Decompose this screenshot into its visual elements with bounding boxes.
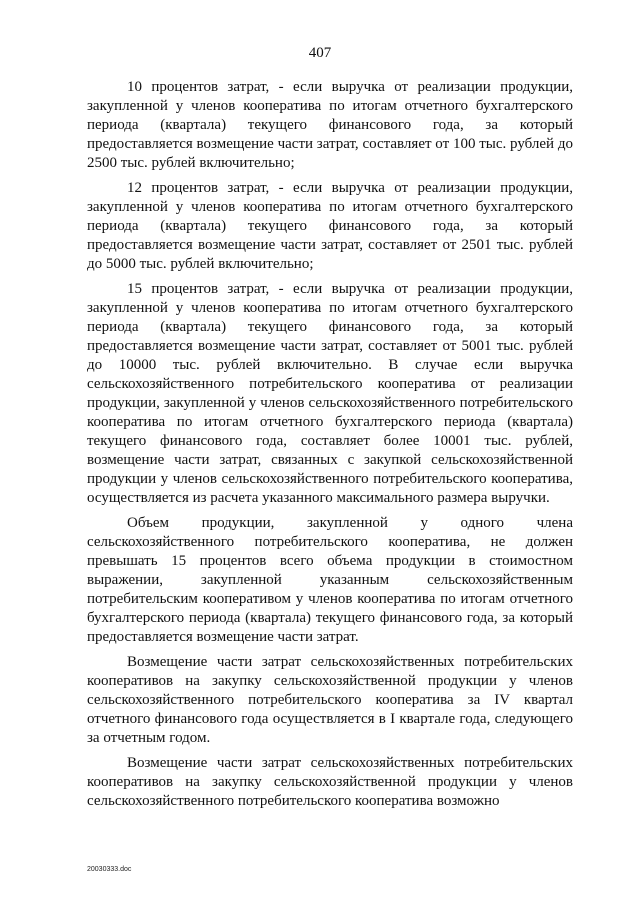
paragraph-fourth-quarter: Возмещение части затрат сельскохозяйственных потребительских кооперативов на закупку сельскохозяйственной продукции у членов сельскохозяйственного потребительского кооператива за IV квартал отчетного финансового года осуществляется в I квартале года, следующего за отчетным годом. bbox=[87, 654, 573, 746]
paragraph-10-percent: 10 процентов затрат, - если выручка от реализации продукции, закупленной у членов кооператива по итогам отчетного бухгалтерского периода (квартала) текущего финансового года, за который предоставляется возмещение части затрат, составляет от 100 тыс. рублей до 2500 тыс. рублей включительно; bbox=[87, 79, 573, 171]
paragraph-volume-limit: Объем продукции, закупленной у одного члена сельскохозяйственного потребительского кооператива, не должен превышать 15 процентов всего объема продукции в стоимостном выражении, закупленной указанным сельскохозяйственным потребительским кооперативом у членов кооператива по итогам отчетного бухгалтерского периода (квартала) текущего финансового года, за который предоставляется возмещение части затрат. bbox=[87, 515, 573, 645]
paragraph-15-percent: 15 процентов затрат, - если выручка от реализации продукции, закупленной у членов кооператива по итогам отчетного бухгалтерского периода (квартала) текущего финансового года, за который предоставляется возмещение части затрат, составляет от 5001 тыс. рублей до 10000 тыс. рублей включительно. В случае если выручка сельскохозяйственного потребительского кооператива от реализации продукции, закупленной у членов сельскохозяйственного потребительского кооператива по итогам отчетного бухгалтерского периода (квартала) текущего финансового года, составляет более 10001 тыс. рублей, возмещение части затрат, связанных с закупкой сельскохозяйственной продукции у членов сельскохозяйственного потребительского кооператива, осуществляется из расчета указанного максимального размера выручки. bbox=[87, 281, 573, 506]
footer-filename: 20030333.doc bbox=[87, 866, 132, 873]
paragraph-12-percent: 12 процентов затрат, - если выручка от реализации продукции, закупленной у членов кооператива по итогам отчетного бухгалтерского периода (квартала) текущего финансового года, за который предоставляется возмещение части затрат, составляет от 2501 тыс. рублей до 5000 тыс. рублей включительно; bbox=[87, 180, 573, 272]
document-body bbox=[87, 78, 573, 817]
page-number: 407 bbox=[308, 45, 332, 61]
paragraph-reimbursement-possible: Возмещение части затрат сельскохозяйственных потребительских кооперативов на закупку сельскохозяйственной продукции у членов сельскохозяйственного потребительского кооператива возможно bbox=[87, 755, 573, 809]
